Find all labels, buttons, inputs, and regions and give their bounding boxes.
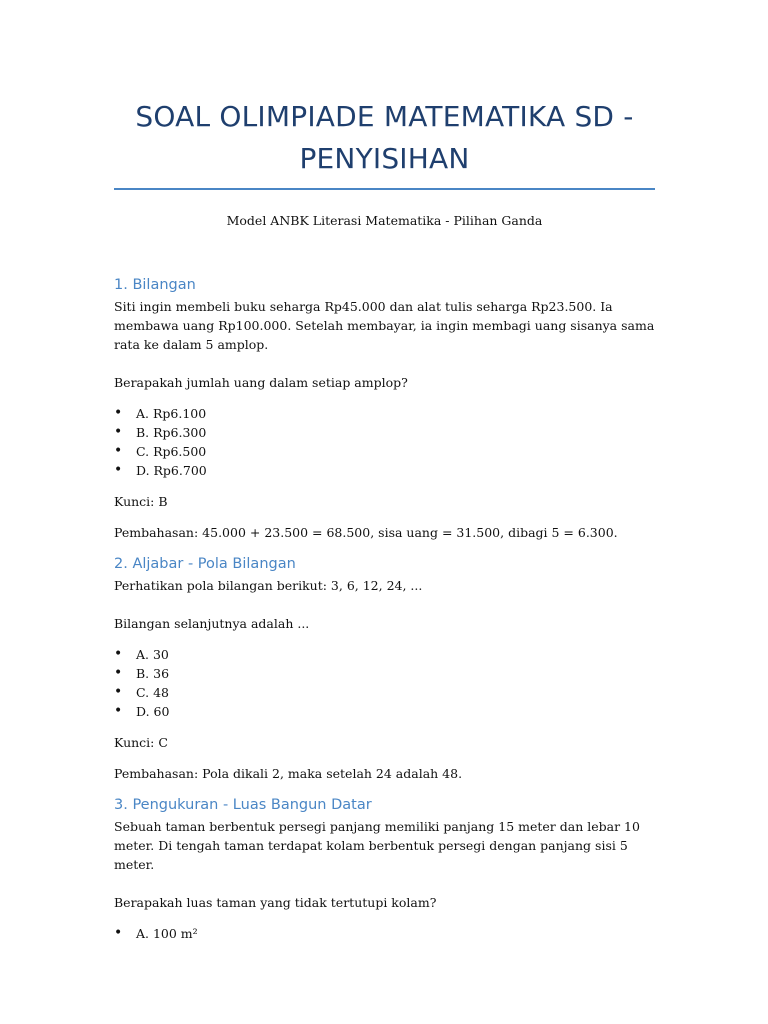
section-heading: 1. Bilangan [114, 277, 196, 293]
option-b: • B. 36 [114, 664, 655, 683]
title-underline [114, 188, 655, 190]
section-aljabar [114, 554, 655, 783]
problem-text: Siti ingin membeli buku seharga Rp45.000 dan alat tulis seharga Rp23.500. Ia membawa uang Rp100.000. Setelah membayar, ia ingin membagi uang sisanya sama rata ke dalam 5 amplop. [114, 299, 655, 352]
section-bilangan [114, 275, 655, 542]
problem-text: Perhatikan pola bilangan berikut: 3, 6, 12, 24, ... [114, 578, 423, 593]
title-line-2: PENYISIHAN [299, 142, 470, 175]
answer-key: Kunci: B [114, 494, 168, 509]
answer-options [114, 645, 655, 721]
option-b: • B. Rp6.300 [114, 423, 655, 442]
question-text: Berapakah luas taman yang tidak tertutupi kolam? [114, 895, 437, 910]
option-d: • D. Rp6.700 [114, 461, 655, 480]
option-a: • A. 100 m² [114, 924, 655, 943]
document-subtitle: Model ANBK Literasi Matematika - Pilihan Ganda [226, 213, 543, 228]
document-page [114, 0, 655, 943]
answer-options [114, 404, 655, 480]
option-a: • A. Rp6.100 [114, 404, 655, 423]
option-d: • D. 60 [114, 702, 655, 721]
explanation-text: Pembahasan: 45.000 + 23.500 = 68.500, sisa uang = 31.500, dibagi 5 = 6.300. [114, 525, 618, 540]
problem-text: Sebuah taman berbentuk persegi panjang memiliki panjang 15 meter dan lebar 10 meter. Di tengah taman terdapat kolam berbentuk persegi dengan panjang sisi 5 meter. [114, 819, 640, 872]
explanation-text: Pembahasan: Pola dikali 2, maka setelah 24 adalah 48. [114, 766, 463, 781]
option-a: • A. 30 [114, 645, 655, 664]
answer-options [114, 924, 655, 943]
answer-key: Kunci: C [114, 735, 168, 750]
section-heading: 2. Aljabar - Pola Bilangan [114, 556, 296, 572]
section-pengukuran [114, 795, 655, 943]
title-line-1: SOAL OLIMPIADE MATEMATIKA SD - [135, 100, 634, 133]
document-title [114, 96, 655, 180]
question-text: Berapakah jumlah uang dalam setiap amplop? [114, 375, 408, 390]
option-c: • C. Rp6.500 [114, 442, 655, 461]
section-heading: 3. Pengukuran - Luas Bangun Datar [114, 797, 372, 813]
option-c: • C. 48 [114, 683, 655, 702]
question-text: Bilangan selanjutnya adalah ... [114, 616, 310, 631]
